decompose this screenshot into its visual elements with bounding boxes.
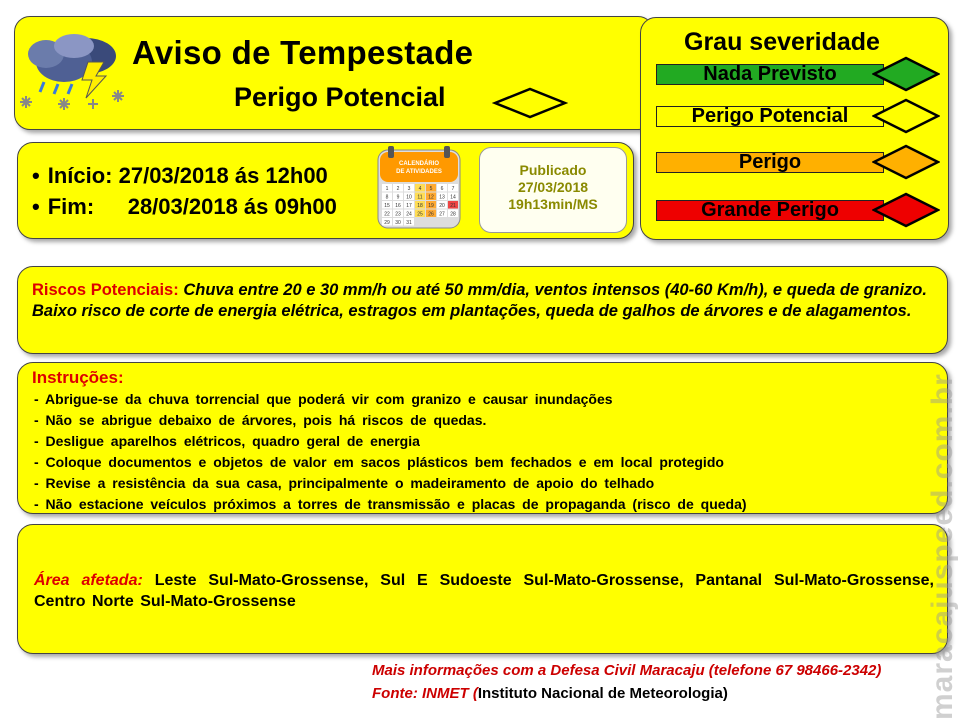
calendar-day: 12 bbox=[428, 194, 434, 201]
calendar-day: 13 bbox=[439, 194, 445, 201]
area-body: Leste Sul-Mato-Grossense, Sul E Sudoeste Sul-Mato-Grossense, Pantanal Sul-Mato-Grossense, Centro Norte Sul-Mato-Grossense bbox=[34, 572, 935, 610]
calendar-day: 31 bbox=[406, 220, 412, 226]
severity-level-label: Grande Perigo bbox=[656, 200, 884, 221]
calendar-day: 9 bbox=[396, 194, 400, 201]
calendar-icon bbox=[376, 146, 464, 230]
bullet: • bbox=[32, 163, 40, 188]
calendar-day: 6 bbox=[440, 186, 444, 192]
risks-text bbox=[32, 280, 932, 322]
calendar-day: 14 bbox=[450, 194, 456, 201]
calendar-day: 10 bbox=[406, 194, 412, 201]
calendar-day: 22 bbox=[384, 211, 390, 218]
severity-level-label: Nada Previsto bbox=[656, 64, 884, 85]
diamond-icon bbox=[872, 98, 940, 134]
source-name: Instituto Nacional de Meteorologia) bbox=[477, 685, 728, 702]
calendar-day: 4 bbox=[418, 186, 422, 192]
svg-text:DE ATIVIDADES: DE ATIVIDADES bbox=[396, 169, 442, 175]
severity-level-label: Perigo Potencial bbox=[656, 106, 884, 127]
watermark: maracajuspeed.com.br bbox=[926, 373, 959, 720]
published-date: 27/03/2018 bbox=[517, 179, 589, 195]
calendar-day: 20 bbox=[439, 203, 445, 209]
diamond-icon bbox=[492, 86, 568, 120]
diamond-icon bbox=[872, 144, 940, 180]
calendar-title: CALENDÁRIO bbox=[399, 161, 439, 167]
calendar-day: 30 bbox=[395, 220, 401, 226]
list-item: - Não estacione veículos próximos a torres de transmissão e placas de propaganda (risco de queda) bbox=[34, 496, 747, 512]
calendar-day: 8 bbox=[385, 194, 389, 201]
start-value: 27/03/2018 ás 12h00 bbox=[118, 163, 328, 188]
calendar-day: 28 bbox=[450, 211, 456, 218]
calendar-day: 11 bbox=[417, 194, 423, 201]
diamond-icon bbox=[872, 192, 940, 228]
source-line bbox=[372, 685, 728, 702]
severity-level-nada-previsto bbox=[654, 56, 940, 92]
end-date bbox=[32, 194, 337, 220]
calendar-day: 5 bbox=[429, 186, 433, 192]
list-item: - Coloque documentos e objetos de valor em sacos plásticos bem fechados e em local protegido bbox=[34, 454, 724, 470]
calendar-day: 29 bbox=[384, 220, 390, 226]
calendar-day: 19 bbox=[428, 203, 434, 209]
start-label: Início: bbox=[47, 163, 113, 188]
calendar-day: 16 bbox=[395, 203, 401, 209]
end-value: 28/03/2018 ás 09h00 bbox=[127, 194, 337, 219]
calendar-day: 25 bbox=[417, 211, 423, 218]
calendar-day: 15 bbox=[384, 203, 390, 209]
severity-level-perigo bbox=[654, 144, 940, 180]
severity-level-perigo-potencial bbox=[654, 98, 940, 134]
severity-level-grande-perigo bbox=[654, 192, 940, 228]
published-label: Publicado bbox=[519, 162, 587, 178]
source-label: Fonte: INMET ( bbox=[372, 685, 478, 702]
calendar-day: 26 bbox=[428, 211, 434, 218]
calendar-day: 7 bbox=[451, 186, 455, 192]
instructions-title: Instruções: bbox=[32, 368, 124, 387]
list-item: - Não se abrigue debaixo de árvores, pois há riscos de quedas. bbox=[34, 412, 487, 428]
list-item: - Desligue aparelhos elétricos, quadro geral de energia bbox=[34, 433, 420, 449]
start-date bbox=[32, 163, 328, 189]
diamond-icon bbox=[872, 56, 940, 92]
end-label: Fim: bbox=[47, 194, 95, 219]
severity-title: Grau severidade bbox=[684, 28, 880, 56]
page-title: Aviso de Tempestade bbox=[132, 34, 474, 71]
calendar-day: 18 bbox=[417, 203, 423, 209]
published-time: 19h13min/MS bbox=[508, 196, 598, 212]
calendar-day: 3 bbox=[407, 186, 411, 192]
area-label: Área afetada: bbox=[34, 572, 143, 589]
calendar-day: 2 bbox=[396, 186, 400, 192]
list-item: - Abrigue-se da chuva torrencial que poderá vir com granizo e causar inundações bbox=[34, 391, 613, 407]
calendar-day: 23 bbox=[395, 211, 401, 218]
page-subtitle: Perigo Potencial bbox=[234, 82, 446, 112]
risks-label: Riscos Potenciais: bbox=[32, 281, 179, 299]
published-box bbox=[479, 147, 627, 233]
list-item: - Revise a resistência da sua casa, principalmente o madeiramento de apoio do telhado bbox=[34, 475, 655, 491]
calendar-day: 21 bbox=[450, 203, 456, 209]
bullet: • bbox=[32, 194, 40, 219]
calendar-day: 27 bbox=[439, 211, 445, 218]
more-info: Mais informações com a Defesa Civil Maracaju (telefone 67 98466-2342) bbox=[372, 662, 882, 679]
instructions-list bbox=[34, 389, 934, 515]
area-text bbox=[34, 570, 934, 612]
storm-cloud-icon bbox=[16, 32, 128, 114]
calendar-day: 17 bbox=[406, 203, 412, 209]
risks-body: Chuva entre 20 e 30 mm/h ou até 50 mm/dia, ventos intensos (40-60 Km/h), e queda de granizo. Baixo risco de corte de energia elétrica, estragos em plantações, queda de galhos de árvores e de alagamentos. bbox=[32, 281, 927, 320]
severity-level-label: Perigo bbox=[656, 152, 884, 173]
calendar-day: 1 bbox=[385, 186, 389, 192]
calendar-day: 24 bbox=[406, 211, 412, 218]
